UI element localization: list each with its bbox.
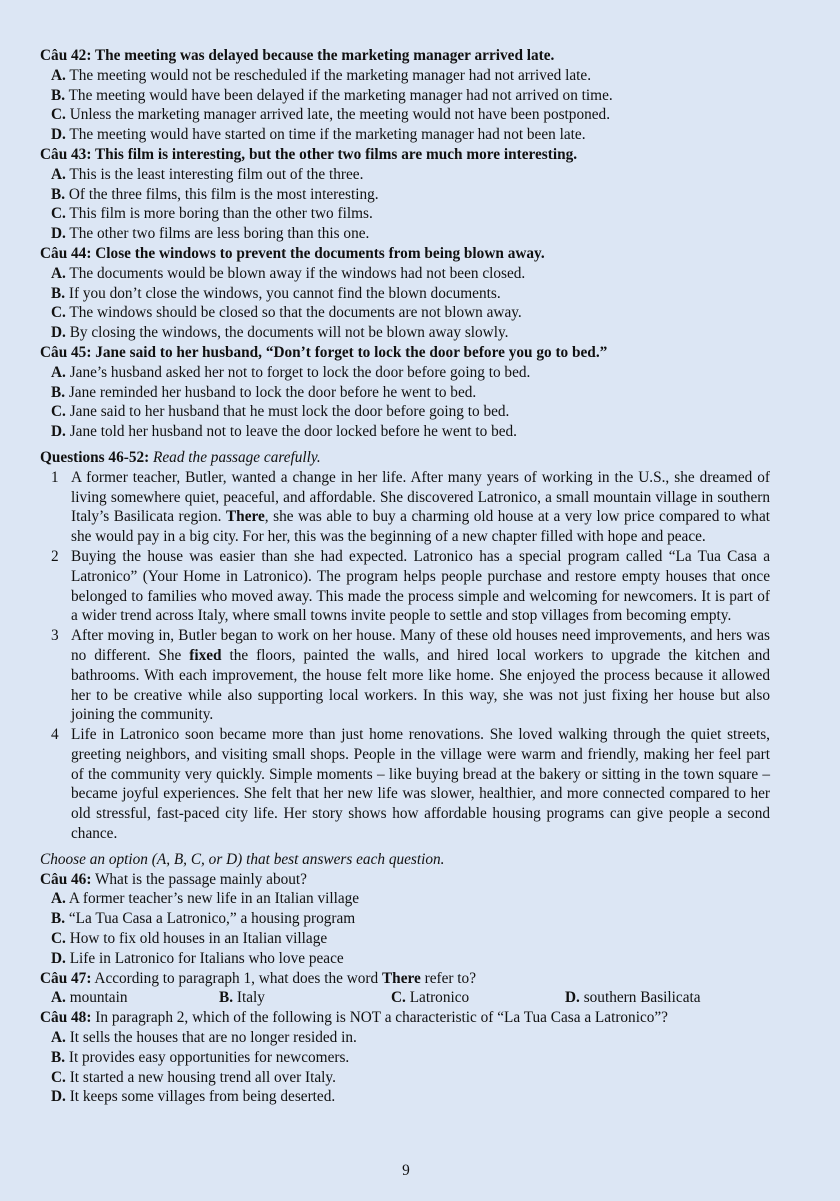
passage-paragraph-4 (40, 725, 770, 844)
option-letter: A. (51, 66, 66, 84)
text-run: Close the windows to prevent the documents from being blown away. (91, 244, 545, 262)
question-43-stem (40, 145, 770, 165)
option-letter: A. (51, 165, 66, 183)
text-run: the floors, painted the walls, and hired local workers to upgrade the kitchen and bathrooms. With each improvement, the house felt more like home. She enjoyed the process because it allowed her to be creative while also supporting local workers. In this way, she was not just fixing her house but also joining the community. (71, 646, 771, 724)
option-46-c (40, 929, 770, 949)
option-42-c (40, 105, 770, 125)
option-42-b (40, 86, 770, 106)
option-letter: C. (51, 930, 66, 948)
question-46-stem (40, 870, 770, 890)
option-letter: A. (51, 989, 66, 1007)
option-43-a (40, 165, 770, 185)
option-46-a (40, 889, 770, 909)
question-45 (40, 343, 770, 442)
option-letter: fixed (189, 646, 222, 664)
text-run: The documents would be blown away if the windows had not been closed. (65, 264, 526, 282)
text-run: Câu 47: (40, 969, 92, 987)
option-44-c (40, 303, 770, 323)
option-letter: D. (565, 989, 580, 1007)
option-letter: D. (51, 949, 66, 967)
text-run: Italy (233, 989, 265, 1007)
text-run: Latronico (405, 989, 470, 1007)
passage-heading (40, 448, 770, 468)
question-47 (40, 969, 770, 1009)
text-run: A former teacher, Butler, wanted a change in her life. After many years of working in the U.S., she dreamed of living somewhere quiet, peaceful, and affordable. She discovered Latronico, a small mountain village in southern Italy’s Basilicata region. (71, 468, 770, 526)
paragraph-number: 3 (51, 627, 59, 645)
text-run: How to fix old houses in an Italian village (65, 930, 328, 948)
option-45-b (40, 383, 770, 403)
option-48-c (40, 1068, 770, 1088)
text-run: , she was able to buy a charming old house at a very low price compared to what she would pay in a big city. For her, this was the beginning of a new chapter filled with hope and peace. (71, 508, 770, 546)
text-run: Questions 46-52: (40, 448, 150, 466)
text-run: If you don’t close the windows, you cannot find the blown documents. (65, 284, 501, 302)
option-letter: A. (51, 890, 66, 908)
text-run: Câu 44: (40, 244, 92, 262)
text-run: The meeting was delayed because the marketing manager arrived late. (91, 47, 555, 64)
option-48-a (40, 1028, 770, 1048)
option-letter: A. (51, 264, 66, 282)
option-letter: B. (51, 185, 66, 203)
page-number: 9 (402, 1162, 410, 1179)
option-letter: C. (51, 106, 66, 124)
text-run: Unless the marketing manager arrived late, the meeting would not have been postponed. (65, 106, 611, 124)
option-letter: C. (51, 304, 66, 322)
option-46-d (40, 949, 770, 969)
option-45-a (40, 363, 770, 383)
option-letter: B. (51, 86, 66, 104)
text-run: In paragraph 2, which of the following is NOT a characteristic of “La Tua Casa a Latronico”? (91, 1009, 668, 1027)
text-run: Buying the house was easier than she had expected. Latronico has a special program called “La Tua Casa a Latronico” (Your Home in Latronico). The program helps people purchase and restore empty houses that once belonged to families who moved away. This made the process simple and welcoming for newcomers. It is part of a wider trend across Italy, where small towns invite people to settle and stop villages from becoming empty. (71, 547, 770, 625)
question-42-stem (40, 46, 770, 66)
option-letter: B. (51, 284, 66, 302)
text-run: Jane’s husband asked her not to forget to lock the door before going to bed. (65, 363, 531, 381)
text-run: Jane reminded her husband to lock the door before he went to bed. (65, 383, 477, 401)
text-run: After moving in, Butler began to work on her house. Many of these old houses need improvements, and hers was no different. She (71, 627, 770, 664)
passage-paragraph-2 (40, 547, 770, 626)
text-run: The meeting would have started on time if the marketing manager had not been late. (65, 126, 586, 144)
question-48-stem (40, 1008, 770, 1028)
option-letter: D. (51, 1088, 66, 1106)
option-letter: B. (51, 1048, 66, 1066)
question-45-stem (40, 343, 770, 363)
text-run: What is the passage mainly about? (91, 870, 307, 888)
question-47-stem (40, 969, 770, 989)
text-run: According to paragraph 1, what does the word (91, 969, 382, 987)
question-43 (40, 145, 770, 244)
option-letter: C. (51, 1068, 66, 1086)
option-letter: D. (51, 423, 66, 441)
text-run: It sells the houses that are no longer resided in. (65, 1029, 357, 1047)
option-43-b (40, 185, 770, 205)
text-run: This film is more boring than the other two films. (65, 205, 373, 223)
option-47-a (51, 988, 219, 1008)
option-47-c (391, 988, 565, 1008)
option-letter: A. (51, 363, 66, 381)
text-run: Câu 43: (40, 145, 92, 163)
paragraph-number: 4 (51, 726, 59, 744)
instruction-text: Choose an option (A, B, C, or D) that best answers each question. (40, 850, 445, 868)
question-44-stem (40, 244, 770, 264)
text-run: By closing the windows, the documents will not be blown away slowly. (65, 324, 509, 342)
question-46 (40, 870, 770, 969)
text-run: This is the least interesting film out of the three. (65, 165, 364, 183)
text-run: mountain (65, 989, 128, 1007)
text-run: Câu 42: (40, 47, 92, 64)
option-letter: B. (51, 383, 66, 401)
text-run: Read the passage carefully. (149, 448, 321, 466)
paragraph-number: 1 (51, 468, 59, 486)
option-43-d (40, 224, 770, 244)
option-45-d (40, 422, 770, 442)
option-letter: A. (51, 1029, 66, 1047)
option-letter: D. (51, 225, 66, 243)
paragraph-number: 2 (51, 547, 59, 565)
option-44-d (40, 323, 770, 343)
option-letter: There (225, 508, 265, 526)
text-run: Jane told her husband not to leave the door locked before he went to bed. (65, 423, 517, 441)
passage-paragraph-3 (40, 626, 770, 725)
option-letter: There (381, 969, 421, 987)
text-run: The other two films are less boring than this one. (65, 225, 370, 243)
option-letter: B. (51, 910, 66, 928)
text-run: It started a new housing trend all over Italy. (65, 1068, 336, 1086)
text-run: The windows should be closed so that the documents are not blown away. (65, 304, 522, 322)
passage-paragraph-1 (40, 468, 770, 547)
option-46-b (40, 909, 770, 929)
option-48-b (40, 1048, 770, 1068)
text-run: It keeps some villages from being deserted. (65, 1088, 336, 1106)
option-43-c (40, 204, 770, 224)
text-run: Câu 48: (40, 1009, 92, 1027)
question-44 (40, 244, 770, 343)
option-letter: C. (391, 989, 406, 1007)
text-run: It provides easy opportunities for newcomers. (65, 1048, 350, 1066)
option-letter: D. (51, 324, 66, 342)
text-run: Life in Latronico soon became more than just home renovations. She loved walking through the quiet streets, greeting neighbors, and visiting small shops. People in the village were warm and friendly, making her feel part of the community very quickly. Simple moments – like buying bread at the bakery or sitting in the town square – became joyful experiences. She felt that her new life was slower, healthier, and more connected compared to her old stressful, fast-paced city life. Her story shows how affordable housing programs can give people a second chance. (71, 726, 770, 843)
option-letter: D. (51, 126, 66, 144)
text-run: Life in Latronico for Italians who love peace (65, 949, 344, 967)
option-44-b (40, 284, 770, 304)
option-42-a (40, 66, 770, 86)
text-run: The meeting would have been delayed if the marketing manager had not arrived on time. (65, 86, 613, 104)
question-48 (40, 1008, 770, 1107)
text-run: This film is interesting, but the other two films are much more interesting. (91, 145, 578, 163)
option-letter: C. (51, 403, 66, 421)
option-48-d (40, 1087, 770, 1107)
option-47-d (565, 988, 733, 1008)
text-run: The meeting would not be rescheduled if the marketing manager had not arrived late. (65, 66, 592, 84)
option-47-b (219, 988, 391, 1008)
option-44-a (40, 264, 770, 284)
option-letter: B. (219, 989, 234, 1007)
text-run: Câu 45: (40, 343, 92, 361)
option-45-c (40, 402, 770, 422)
option-letter: C. (51, 205, 66, 223)
text-run: Jane said to her husband that he must lock the door before going to bed. (65, 403, 510, 421)
text-run: southern Basilicata (579, 989, 701, 1007)
text-run: A former teacher’s new life in an Italian village (65, 890, 360, 908)
text-run: “La Tua Casa a Latronico,” a housing program (65, 910, 356, 928)
question-47-options (40, 988, 770, 1008)
text-run: Câu 46: (40, 870, 92, 888)
text-run: Of the three films, this film is the most interesting. (65, 185, 379, 203)
question-42 (40, 46, 770, 145)
option-42-d (40, 125, 770, 145)
text-run: Jane said to her husband, “Don’t forget to lock the door before you go to bed.” (91, 343, 608, 361)
text-run: refer to? (420, 969, 476, 987)
